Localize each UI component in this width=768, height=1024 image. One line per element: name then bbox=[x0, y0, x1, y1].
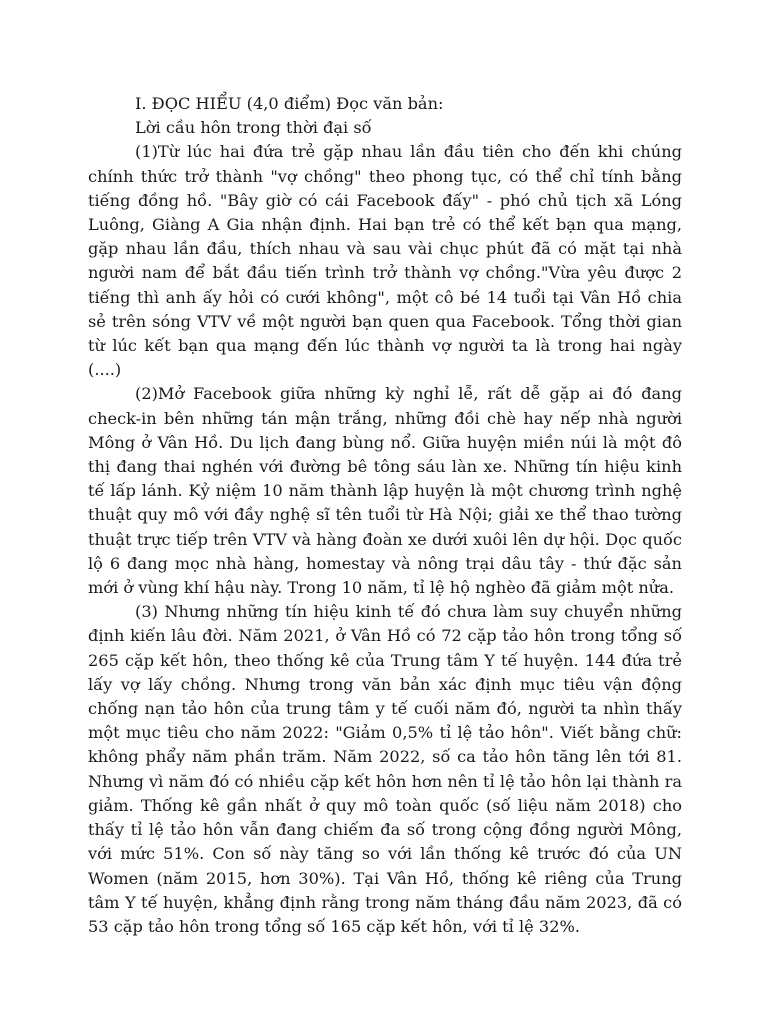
paragraph-1: (1)Từ lúc hai đứa trẻ gặp nhau lần đầu tiên cho đến khi chúng chính thức trở thành "vợ chồng" theo phong tục, có thể chỉ tính bằng tiếng đồng hồ. "Bây giờ có cái Facebook đấy" - phó chủ tịch xã Lóng Luông, Giàng A Gia nhận định. Hai bạn trẻ có thể kết bạn qua mạng, gặp nhau lần đầu, thích nhau và sau vài chục phút đã có mặt tại nhà người nam để bắt đầu tiến trình trở thành vợ chồng."Vừa yêu được 2 tiếng thì anh ấy hỏi có cưới không", một cô bé 14 tuổi tại Vân Hồ chia sẻ trên sóng VTV về một người bạn quen qua Facebook. Tổng thời gian từ lúc kết bạn qua mạng đến lúc thành vợ người ta là trong hai ngày (....) bbox=[88, 142, 682, 380]
document-title: Lời cầu hôn trong thời đại số bbox=[135, 118, 372, 138]
document-page bbox=[88, 92, 682, 939]
section-heading: I. ĐỌC HIỂU (4,0 điểm) Đọc văn bản: bbox=[135, 94, 444, 113]
paragraph-3: (3) Nhưng những tín hiệu kinh tế đó chưa làm suy chuyển những định kiến lâu đời. Năm 2021, ở Vân Hồ có 72 cặp tảo hôn trong tổng số 265 cặp kết hôn, theo thống kê của Trung tâm Y tế huyện. 144 đứa trẻ lấy vợ lấy chồng. Nhưng trong văn bản xác định mục tiêu vận động chống nạn tảo hôn của trung tâm y tế cuối năm đó, người ta nhìn thấy một mục tiêu cho năm 2022: "Giảm 0,5% tỉ lệ tảo hôn". Viết bằng chữ: không phẩy năm phần trăm. Năm 2022, số ca tảo hôn tăng lên tới 81. Nhưng vì năm đó có nhiều cặp kết hôn hơn nên tỉ lệ tảo hôn lại thành ra giảm. Thống kê gần nhất ở quy mô toàn quốc (số liệu năm 2018) cho thấy tỉ lệ tảo hôn vẫn đang chiếm đa số trong cộng đồng người Mông, với mức 51%. Con số này tăng so với lần thống kê trước đó của UN Women (năm 2015, hơn 30%). Tại Vân Hồ, thống kê riêng của Trung tâm Y tế huyện, khẳng định rằng trong năm tháng đầu năm 2023, đã có 53 cặp tảo hôn trong tổng số 165 cặp kết hôn, với tỉ lệ 32%. bbox=[88, 602, 682, 936]
paragraph-2: (2)Mở Facebook giữa những kỳ nghỉ lễ, rất dễ gặp ai đó đang check-in bên những tán mận trắng, những đồi chè hay nếp nhà người Mông ở Vân Hồ. Du lịch đang bùng nổ. Giữa huyện miền núi là một đô thị đang thai nghén với đường bê tông sáu làn xe. Những tín hiệu kinh tế lấp lánh. Kỷ niệm 10 năm thành lập huyện là một chương trình nghệ thuật quy mô với đầy nghệ sĩ tên tuổi từ Hà Nội; giải xe thể thao tường thuật trực tiếp trên VTV và hàng đoàn xe dưới xuôi lên dự hội. Dọc quốc lộ 6 đang mọc nhà hàng, homestay và nông trại dâu tây - thứ đặc sản mới ở vùng khí hậu này. Trong 10 năm, tỉ lệ hộ nghèo đã giảm một nửa. bbox=[88, 384, 682, 598]
